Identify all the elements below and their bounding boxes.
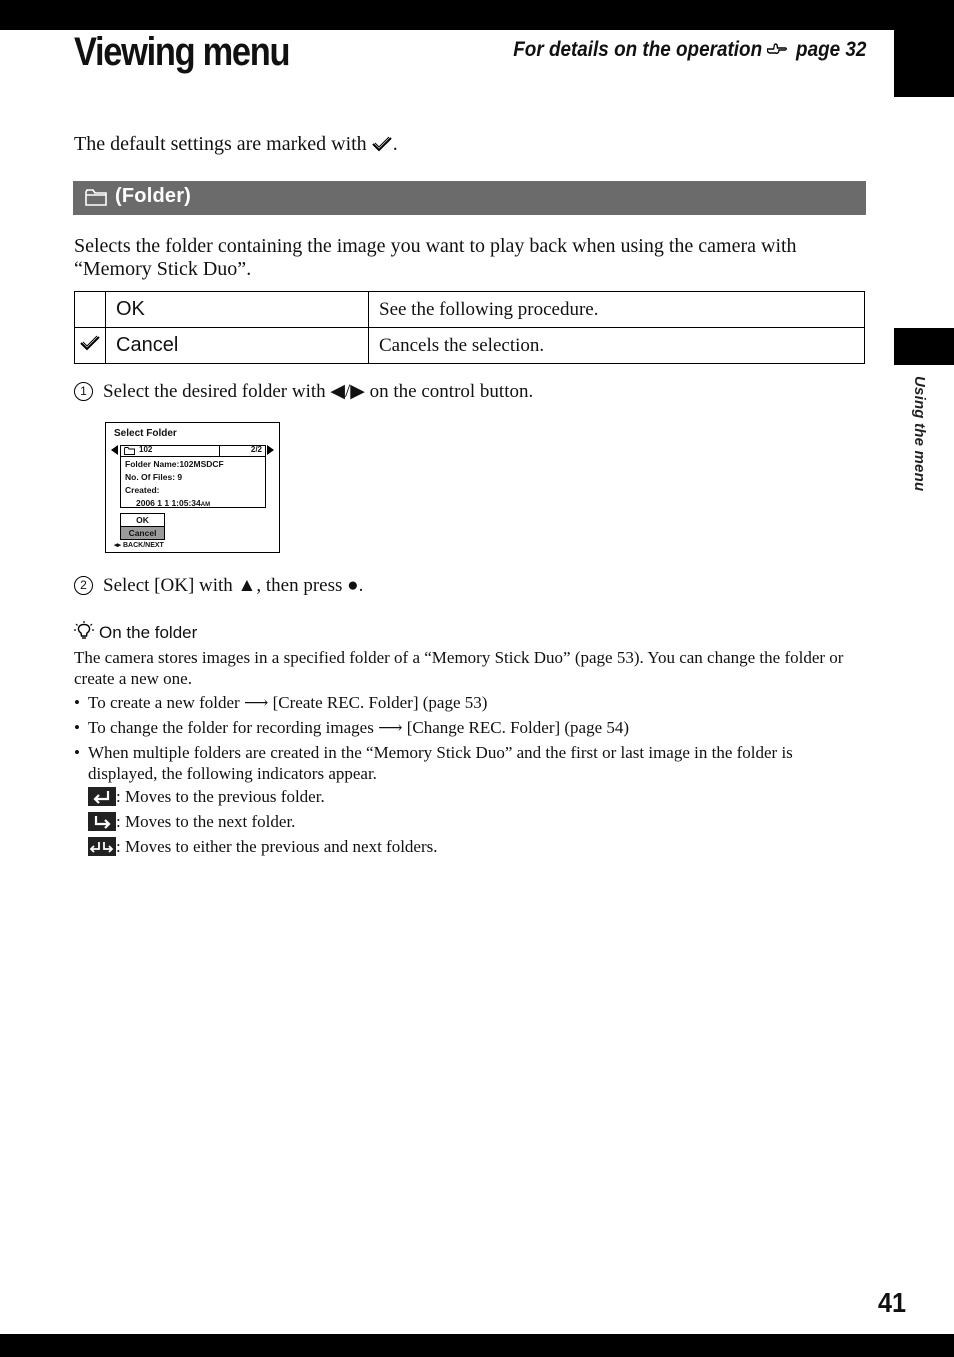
ok-button: OK [120, 513, 165, 527]
section-header [73, 181, 866, 215]
arrow-right-icon: ⟶ [378, 718, 403, 737]
next-folder-icon [88, 812, 116, 831]
step-number: 2 [74, 576, 93, 595]
default-check-icon [371, 135, 393, 153]
table-row [75, 292, 865, 328]
step-2 [74, 575, 363, 597]
hint-title: On the folder [99, 623, 198, 642]
option-name: Cancel [106, 328, 369, 364]
created-date: 2006 1 1 1:05:34AM [136, 498, 211, 508]
indicator-next: : Moves to the next folder. [88, 812, 295, 832]
left-right-arrow-icon: ◂▸ [114, 542, 122, 549]
folder-info [120, 456, 266, 508]
table-row [75, 328, 865, 364]
folder-name: Folder Name:102MSDCF [125, 459, 224, 469]
folder-icon [124, 447, 135, 455]
page-number: 41 [878, 1287, 907, 1318]
details-page: page 32 [795, 38, 866, 61]
previous-folder-icon [88, 787, 116, 806]
hint-heading [74, 621, 197, 643]
step-text: Select the desired folder with ◀/▶ on the control button. [103, 381, 534, 402]
back-next-hint: ◂▸ BACK/NEXT [114, 542, 164, 549]
camera-screen-preview [105, 422, 280, 553]
step-number: 1 [74, 382, 93, 401]
side-tab-label: Using the menu [911, 376, 928, 492]
cancel-button: Cancel [120, 526, 165, 540]
option-description: Cancels the selection. [369, 328, 865, 364]
left-arrow-icon [111, 445, 118, 455]
arrow-right-icon: ⟶ [243, 693, 269, 712]
page-reference-hand-icon [767, 38, 796, 61]
side-tab-marker [894, 328, 954, 365]
section-intro: Selects the folder containing the image you want to play back when using the camera with “Memory Stick Duo”. [74, 235, 797, 280]
right-arrow-icon [267, 445, 274, 455]
lightbulb-hint-icon [74, 621, 94, 641]
top-bar [0, 0, 954, 30]
section-title: (Folder) [115, 185, 192, 207]
page-title: Viewing menu [74, 30, 290, 74]
folder-icon [85, 188, 107, 206]
details-text: For details on the operation [512, 38, 762, 61]
step-text: Select [OK] with ▲, then press ●. [103, 575, 364, 596]
defaults-note: The default settings are marked with . [74, 133, 398, 155]
hint-paragraph: The camera stores images in a specified folder of a “Memory Stick Duo” (page 53). You can change the folder or create a new one. [74, 648, 844, 688]
option-name: OK [106, 292, 369, 328]
default-check-icon [79, 334, 101, 352]
default-marker-cell [75, 292, 106, 328]
corner-block [894, 0, 954, 97]
screen-title: Select Folder [114, 428, 177, 439]
details-reference [513, 38, 866, 62]
step-1 [74, 380, 533, 403]
page-indicator: 2/2 [250, 445, 262, 454]
file-count: No. Of Files: 9 [125, 472, 183, 482]
bottom-bar [0, 1334, 954, 1357]
previous-next-folder-icon [88, 837, 116, 856]
indicator-previous: : Moves to the previous folder. [88, 787, 325, 807]
indicator-previous-next: : Moves to either the previous and next folders. [88, 837, 438, 857]
divider [219, 446, 220, 456]
default-marker-cell [75, 328, 106, 364]
created-label: Created: [125, 485, 160, 495]
options-table [74, 291, 865, 364]
option-description: See the following procedure. [369, 292, 865, 328]
folder-number: 102 [139, 445, 153, 454]
